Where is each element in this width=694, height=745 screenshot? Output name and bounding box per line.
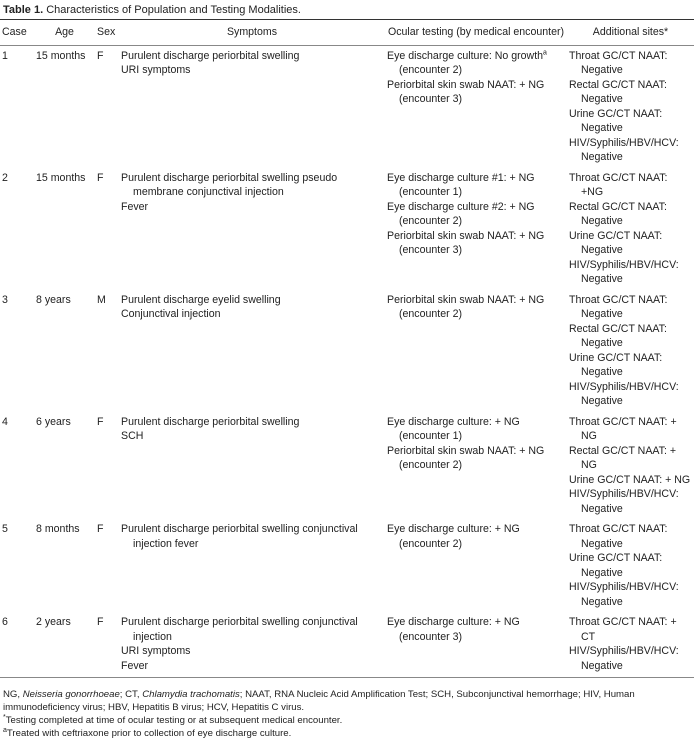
ocular-test-item — [387, 49, 565, 78]
ocular-testing-cell — [385, 45, 567, 168]
ocular-test-text: Periorbital skin swab NAAT: + NG (encounter 3) — [387, 78, 545, 105]
additional-site-item: Throat GC/CT NAAT: + CT — [569, 616, 677, 643]
header-age: Age — [34, 22, 95, 45]
header-ocular-testing: Ocular testing (by medical encounter) — [385, 22, 567, 45]
case-cell: 2 — [2, 171, 8, 184]
abbreviation-text: ; NAAT, RNA Nucleic Acid Amplification Test; SCH, Subconjunctival hemorrhage; HIV, Human immunodeficiency virus; HBV, Hepatitis B virus; HCV, Hepatitis C virus. — [3, 689, 635, 713]
ocular-testing-cell — [385, 168, 567, 290]
ocular-test-text: Eye discharge culture: + NG (encounter 1) — [387, 415, 520, 442]
top-rule — [0, 19, 694, 20]
sex-cell: F — [95, 612, 119, 678]
sex-cell: M — [97, 293, 106, 306]
symptoms-cell — [119, 412, 385, 520]
ocular-testing-cell — [385, 612, 567, 678]
ocular-test-text: Eye discharge culture #2: + NG (encounter 2) — [387, 200, 535, 227]
sex-cell: F — [97, 171, 104, 184]
footnote-marker: a — [543, 48, 547, 56]
table-caption: Characteristics of Population and Testing Modalities. — [46, 4, 301, 16]
additional-site-item: Rectal GC/CT NAAT: Negative — [569, 322, 667, 349]
case-cell: 6 — [0, 612, 34, 678]
abbreviations-note — [3, 688, 691, 714]
case-cell: 3 — [2, 293, 8, 306]
additional-sites-cell — [567, 412, 694, 520]
header-additional-sites: Additional sites* — [567, 22, 694, 45]
additional-site-item: HIV/Syphilis/HBV/HCV: Negative — [569, 258, 679, 285]
ocular-test-item — [387, 522, 565, 551]
symptom-item: Purulent discharge periorbital swelling — [121, 415, 300, 428]
ocular-test-item — [387, 171, 565, 200]
ocular-testing-cell — [385, 519, 567, 612]
ocular-test-text: Eye discharge culture: No growth — [387, 49, 544, 62]
header-case: Case — [0, 22, 34, 45]
symptom-item: Fever — [121, 200, 149, 213]
additional-sites-cell — [567, 168, 694, 290]
additional-site-item: Throat GC/CT NAAT: +NG — [569, 171, 668, 198]
ocular-test-item — [387, 415, 565, 444]
additional-site-item: Throat GC/CT NAAT: + NG — [569, 415, 677, 442]
additional-site-item: HIV/Syphilis/HBV/HCV: Negative — [569, 136, 679, 163]
symptom-item: URI symptoms — [121, 64, 191, 76]
additional-site-item: Urine GC/CT NAAT: Negative — [569, 552, 663, 579]
ocular-test-text: Periorbital skin swab NAAT: + NG (encounter 3) — [387, 229, 545, 256]
symptom-item: URI symptoms — [121, 645, 191, 657]
table-row — [0, 519, 694, 612]
symptoms-cell — [119, 612, 385, 678]
additional-site-item: Urine GC/CT NAAT: Negative — [569, 351, 663, 378]
additional-site-item: Throat GC/CT NAAT: Negative — [569, 523, 668, 550]
ocular-test-text: Eye discharge culture #1: + NG (encounter 1) — [387, 171, 535, 198]
additional-sites-cell — [567, 612, 694, 678]
sex-cell: F — [97, 415, 104, 428]
case-cell: 5 — [2, 523, 8, 535]
symptom-item: Fever — [121, 659, 149, 672]
ocular-test-text: Periorbital skin swab NAAT: + NG (encounter 2) — [387, 293, 545, 320]
header-sex: Sex — [95, 22, 119, 45]
case-cell: 1 — [2, 49, 8, 62]
table-row — [0, 412, 694, 520]
header-row — [0, 22, 694, 45]
abbreviation-text: NG, — [3, 689, 23, 700]
ocular-test-item — [387, 293, 565, 322]
symptom-item: Purulent discharge periorbital swelling pseudo membrane conjunctival injection — [121, 171, 338, 198]
additional-site-item: HIV/Syphilis/HBV/HCV: Negative — [569, 380, 679, 407]
ocular-test-item — [387, 615, 565, 644]
table-row — [0, 168, 694, 290]
additional-site-item: Throat GC/CT NAAT: Negative — [569, 293, 668, 320]
symptom-item: SCH — [121, 430, 144, 442]
ocular-test-text: Eye discharge culture: + NG (encounter 2) — [387, 523, 520, 550]
age-cell: 15 months — [36, 49, 86, 62]
additional-site-item: Urine GC/CT NAAT: Negative — [569, 229, 663, 256]
footnote-a: $^a$Treated with ceftriaxone prior to collection of eye discharge culture. — [3, 726, 292, 739]
additional-site-item: Urine GC/CT NAAT: + NG — [569, 473, 691, 486]
symptoms-cell — [119, 45, 385, 168]
table-label: Table 1. — [3, 4, 44, 16]
ocular-test-text: Eye discharge culture: + NG (encounter 3) — [387, 616, 520, 643]
symptom-item: Purulent discharge periorbital swelling conjunctival injection fever — [121, 523, 358, 550]
symptom-item: Conjunctival injection — [121, 308, 221, 320]
abbreviation-text: Chlamydia trachomatis — [142, 689, 240, 700]
additional-sites-cell — [567, 290, 694, 412]
ocular-testing-cell — [385, 290, 567, 412]
additional-site-item: Urine GC/CT NAAT: Negative — [569, 107, 663, 134]
characteristics-table — [0, 22, 694, 678]
ocular-test-item — [387, 229, 565, 258]
sex-cell: F — [97, 49, 104, 62]
symptoms-cell — [119, 168, 385, 290]
footnote-star: *Testing completed at time of ocular testing or at subsequent medical encounter. — [3, 713, 343, 726]
additional-site-item: Rectal GC/CT NAAT: Negative — [569, 78, 667, 105]
table-footnotes — [3, 688, 691, 740]
additional-site-item: Rectal GC/CT NAAT: + NG — [569, 444, 677, 471]
ocular-test-item — [387, 200, 565, 229]
sex-cell: F — [97, 523, 104, 535]
symptom-item: Purulent discharge periorbital swelling conjunctival injection — [121, 616, 358, 643]
table-row — [0, 290, 694, 412]
additional-site-item: HIV/Syphilis/HBV/HCV: Negative — [569, 488, 679, 515]
additional-site-item: Throat GC/CT NAAT: Negative — [569, 49, 668, 76]
age-cell: 8 years — [36, 293, 71, 306]
symptoms-cell — [119, 290, 385, 412]
additional-sites-cell — [567, 519, 694, 612]
ocular-test-encounter: (encounter 2) — [399, 64, 463, 76]
case-cell: 4 — [2, 415, 8, 428]
additional-site-item: HIV/Syphilis/HBV/HCV: Negative — [569, 581, 679, 608]
table-title — [3, 4, 301, 16]
ocular-test-item — [387, 78, 565, 107]
table-row — [0, 612, 694, 678]
age-cell: 2 years — [34, 612, 95, 678]
abbreviation-text: Neisseria gonorrhoeae — [22, 689, 120, 700]
age-cell: 8 months — [36, 523, 80, 535]
ocular-test-text: Periorbital skin swab NAAT: + NG (encounter 2) — [387, 444, 545, 471]
abbreviation-text: ; CT, — [119, 689, 143, 700]
additional-site-item: Rectal GC/CT NAAT: Negative — [569, 200, 667, 227]
additional-sites-cell — [567, 45, 694, 168]
symptoms-cell — [119, 519, 385, 612]
age-cell: 15 months — [36, 171, 86, 184]
table-row — [0, 45, 694, 168]
additional-site-item: HIV/Syphilis/HBV/HCV: Negative — [569, 645, 679, 672]
age-cell: 6 years — [36, 415, 71, 428]
ocular-test-item — [387, 444, 565, 473]
symptom-item: Purulent discharge periorbital swelling — [121, 49, 300, 62]
ocular-testing-cell — [385, 412, 567, 520]
header-symptoms: Symptoms — [119, 22, 385, 45]
symptom-item: Purulent discharge eyelid swelling — [121, 293, 281, 306]
